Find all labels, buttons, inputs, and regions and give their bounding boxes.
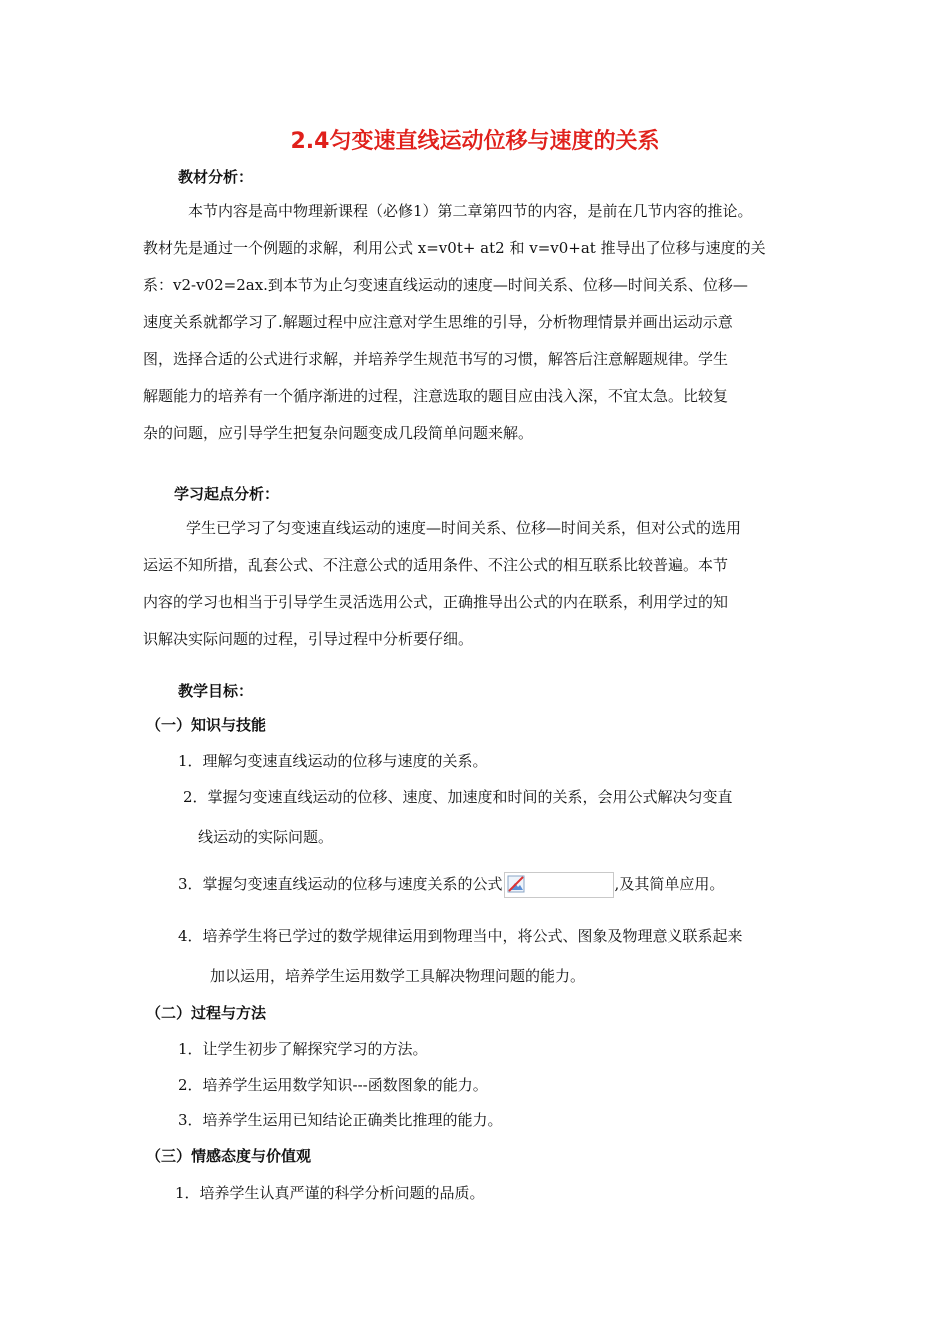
formula-image (504, 872, 614, 898)
emotion-values-heading: （三）情感态度与价值观 (146, 1147, 312, 1165)
knowledge-item-2-line-1: 2．掌握匀变速直线运动的位移、速度、加速度和时间的关系，会用公式解决匀变直 (183, 788, 733, 806)
paragraph-line: 学生已学习了匀变速直线运动的速度—时间关系、位移—时间关系，但对公式的选用 (186, 519, 742, 537)
teaching-goals-heading: 教学目标： (178, 682, 254, 700)
broken-image-icon (507, 875, 525, 893)
paragraph-line: 速度关系就都学习了.解题过程中应注意对学生思维的引导，分析物理情景并画出运动示意 (143, 313, 733, 331)
paragraph-line: 杂的问题，应引导学生把复杂问题变成几段简单问题来解。 (143, 424, 534, 442)
paragraph-line: 运运不知所措，乱套公式、不注意公式的适用条件、不注公式的相互联系比较普遍。本节 (143, 556, 729, 574)
paragraph-line: 识解决实际问题的过程，引导过程中分析要仔细。 (143, 630, 474, 648)
process-item-2: 2．培养学生运用数学知识---函数图象的能力。 (178, 1076, 488, 1094)
knowledge-item-4-line-1: 4．培养学生将已学过的数学规律运用到物理当中，将公式、图象及物理意义联系起来 (178, 927, 743, 945)
knowledge-item-3-tail: ,及其简单应用。 (614, 875, 725, 893)
emotion-item-1: 1．培养学生认真严谨的科学分析问题的品质。 (175, 1184, 485, 1202)
process-method-heading: （二）过程与方法 (146, 1004, 267, 1022)
paragraph-line: 本节内容是高中物理新课程（必修1）第二章第四节的内容，是前在几节内容的推论。 (188, 202, 753, 220)
paragraph-line: 图，选择合适的公式进行求解，并培养学生规范书写的习惯，解答后注意解题规律。学生 (143, 350, 729, 368)
paragraph-line: 系：v2-v02=2ax.到本节为止匀变速直线运动的速度—时间关系、位移—时间关系、位移— (143, 276, 748, 294)
material-analysis-heading: 教材分析： (178, 168, 254, 186)
knowledge-item-3-text: 3．掌握匀变速直线运动的位移与速度关系的公式 (178, 875, 503, 893)
paragraph-line: 教材先是通过一个例题的求解，利用公式 x=v0t+ at2 和 v=v0+at 推导出了位移与速度的关 (143, 239, 766, 257)
learning-start-paragraph (143, 510, 741, 658)
learning-start-heading: 学习起点分析： (174, 485, 280, 503)
knowledge-item-4-line-2: 加以运用，培养学生运用数学工具解决物理问题的能力。 (210, 967, 586, 985)
paragraph-line: 内容的学习也相当于引导学生灵活选用公式，正确推导出公式的内在联系，利用学过的知 (143, 593, 729, 611)
knowledge-skills-heading: （一）知识与技能 (146, 716, 267, 734)
document-title: 2.4匀变速直线运动位移与速度的关系 (290, 129, 660, 154)
process-item-1: 1．让学生初步了解探究学习的方法。 (178, 1040, 428, 1058)
paragraph-line: 解题能力的培养有一个循序渐进的过程，注意选取的题目应由浅入深，不宜太急。比较复 (143, 387, 729, 405)
knowledge-item-1: 1．理解匀变速直线运动的位移与速度的关系。 (178, 752, 488, 770)
process-item-3: 3．培养学生运用已知结论正确类比推理的能力。 (178, 1111, 503, 1129)
material-analysis-paragraph (143, 193, 766, 452)
knowledge-item-2-line-2: 线运动的实际问题。 (198, 828, 334, 846)
knowledge-item-3 (178, 872, 724, 898)
